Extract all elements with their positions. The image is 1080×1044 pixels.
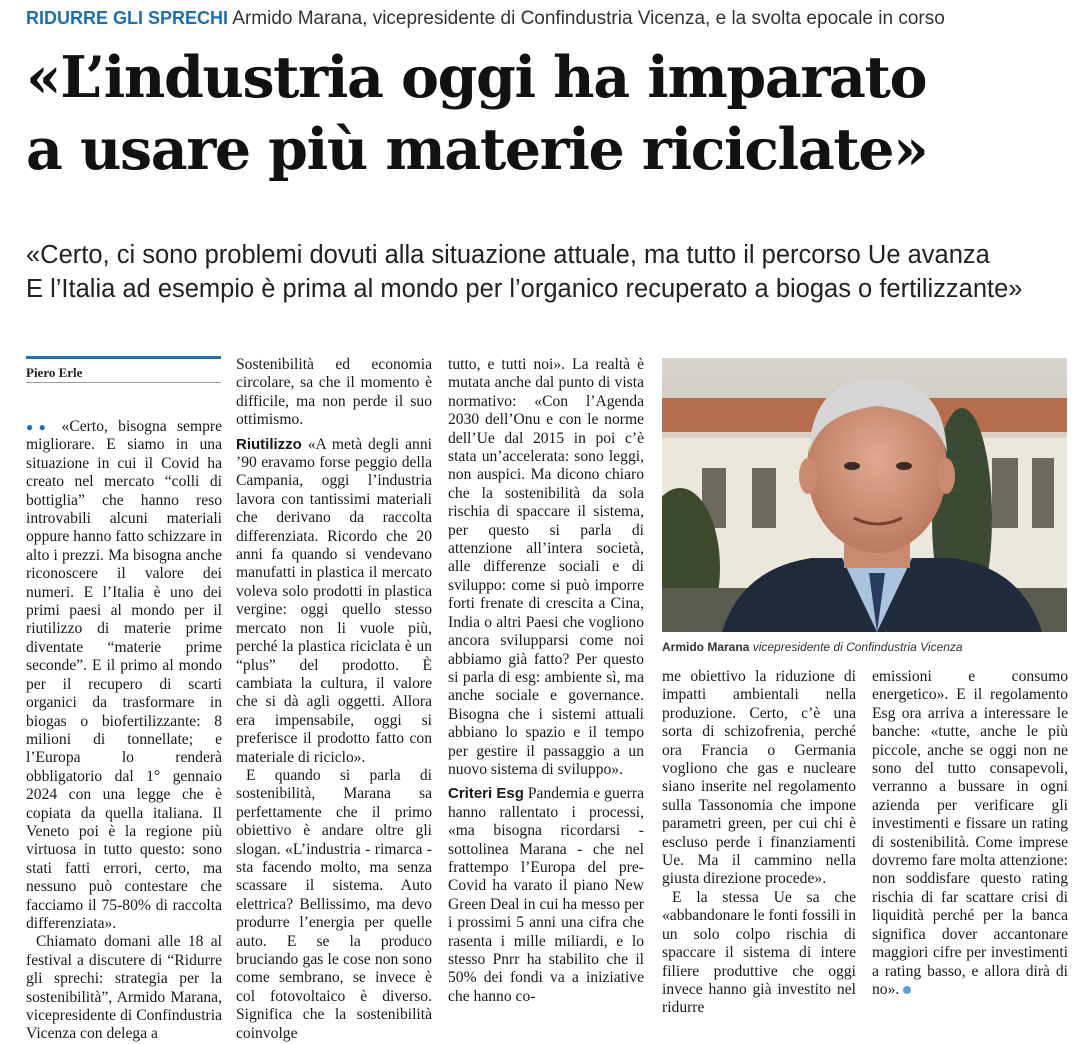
kicker-text: Armido Marana, vicepresidente di Confindustria Vicenza, e la svolta epocale in corso xyxy=(232,8,945,29)
subheadline xyxy=(26,238,1076,306)
paragraph-text: «Certo, bisogna sempre migliorare. E siamo in una situazione in cui il Covid ha creato nel mercato “colli di bottiglia” che hanno reso introvabili alcuni materiali oppure hanno fatto schizzare in alto i prezzi. Ma bisogna anche riconoscere il valore dei numeri. E l’Italia è uno dei primi paesi al mondo per il riutilizzo di materie prime diventate “materie prime seconde”. E il primo al mondo per il recupero di scarti organici da trasformare in biogas o biofertilizzante: 8 milioni di tonnellate; e l’Europa lo renderà obbligatorio dal 1° gennaio 2024 con una legge che è copiata da quella italiana. Il Veneto poi è la regione più virtuosa in tutto questo: sono stati fatti errori, certo, ma nessuno può contestare che facciamo il 75-80% di raccolta differenziata». xyxy=(26,418,222,932)
paragraph: me obiettivo la riduzione di impatti ambientali nella produzione. Certo, c’è una sorta di schizofrenia, perché ora Francia o Germania vogliono che gas e nucleare siano inserite nel regolamento sulla Tassonomia che impone parametri green, per cui chi è escluso perde i finanziamenti Ue. Ma il cammino nella giusta direzione procede». xyxy=(662,668,856,888)
end-mark-icon xyxy=(903,986,911,994)
paragraph xyxy=(872,668,1068,999)
paragraph: E quando si parla di sostenibilità, Marana sa perfettamente che il primo obiettivo è andare oltre gli slogan. «L’industria - rimarca - sta facendo molto, ma senza scassare il sistema. Auto elettrica? Bellissimo, ma devo produrre l’energia per quelle auto. E se la produco bruciando gas le cose non sono come sembrano, se invece è col fotovoltaico è diverso. Significa che la sostenibilità coinvolge xyxy=(236,766,432,1042)
lead-dots-icon: ●● xyxy=(26,420,52,434)
portrait-illustration xyxy=(662,358,1067,632)
column-4 xyxy=(662,668,856,1018)
byline: Piero Erle xyxy=(26,365,83,380)
paragraph xyxy=(236,436,432,767)
headline-line-2: a usare più materie riciclate» xyxy=(26,116,928,183)
column-5 xyxy=(872,668,1068,999)
paragraph: Sostenibilità ed economia circolare, sa che il momento è difficile, ma non perde il suo ottimismo. xyxy=(236,356,432,429)
paragraph: Chiamato domani alle 18 al festival a discutere di “Ridurre gli sprechi: strategia per la sostenibilità”, Armido Marana, vicepresidente di Confindustria Vicenza con delega a xyxy=(26,933,222,1043)
photo-caption xyxy=(662,640,1072,654)
portrait-photo xyxy=(662,358,1067,632)
paragraph xyxy=(26,418,222,933)
paragraph: E la stessa Ue sa che «abbandonare le fonti fossili in un solo colpo rischia di spaccare il sistema di intere filiere produttive che oggi invece hanno già investito nel ridurre xyxy=(662,888,857,1017)
paragraph-text: emissioni e consumo energetico». E il regolamento Esg ora arriva a interessare le banche: «tutte, anche le più piccole, anche se oggi non ne sono del tutto consapevoli, verranno a bussare in ogni azienda per verificare gli investimenti e fissare un rating di sostenibilità. Come imprese dovremo fare molta attenzione: non soddisfare questo rating rischia di far scattare crisi di liquidità perché per la banca significa dover accantonare maggiori cifre per investimenti a rating basso, e allora dirà di no». xyxy=(872,668,1068,998)
paragraph: tutto, e tutti noi». La realtà è mutata anche dal punto di vista normativo: «Con l’Agenda 2030 dell’Onu e con le norme dell’Ue dal 2015 in poi c’è stata un’accelerata: sono leggi, non auspici. Ma dicono chiaro che la sostenibilità da sola rischia di spaccare il sistema, per questo si parla di attenzione all’intera società, alle differenze sociali e di sviluppo: come si può imporre forti frenate di crescita a Cina, India o altri Paesi che vogliono ancora svilupparsi come noi abbiamo già fatto? Per questo si parla di esg: ambiente sì, ma anche sociale e governance. Bisogna che i sistemi attuali abbiano lo spazio e il tempo per gestire il passaggio a un nuovo sistema di sviluppo». xyxy=(448,356,644,778)
column-2 xyxy=(236,356,432,1043)
caption-text: vicepresidente di Confindustria Vicenza xyxy=(752,640,963,654)
kicker xyxy=(26,8,945,30)
paragraph xyxy=(448,785,644,1006)
byline-divider xyxy=(26,382,221,383)
section-heading: Riutilizzo xyxy=(236,435,302,453)
kicker-label: RIDURRE GLI SPRECHI xyxy=(26,8,229,28)
column-3 xyxy=(448,356,644,1006)
paragraph-text: «A metà degli anni ’90 eravamo forse peggio della Campania, oggi l’industria lavora con tantissimi materiali che derivano da raccolta differenziata. Ricordo che 20 anni fa quando si vendevano manufatti in plastica il mercato voleva solo prodotti in plastica vergine: oggi quello stesso mercato non li vuole più, perché la plastica riciclata è un “plus” del prodotto. È cambiata la cultura, il valore che si dà agli oggetti. Allora era impensabile, oggi si preferisce il prodotto fatto con materiale di riciclo». xyxy=(236,435,432,766)
byline-rule xyxy=(26,356,221,359)
caption-name: Armido Marana xyxy=(662,640,750,654)
subheadline-line-1: «Certo, ci sono problemi dovuti alla situazione attuale, ma tutto il percorso Ue avanza xyxy=(26,241,990,269)
headline-line-1: «L’industria oggi ha imparato xyxy=(26,44,927,111)
subheadline-line-2: E l’Italia ad esempio è prima al mondo per l’organico recuperato a biogas o fertilizzante» xyxy=(26,275,1023,303)
paragraph-text: Pandemia e guerra hanno rallentato i processi, «ma bisogna ricordarsi - sottolinea Marana - che nel frattempo l’Europa del pre-Covid ha varato il piano New Green Deal in cui ha messo per i prossimi 5 anni una cifra che rasenta i mille miliardi, e lo stesso Pnrr ha stabilito che il 50% dei fondi va a iniziative che hanno co- xyxy=(448,785,644,1005)
section-heading: Criteri Esg xyxy=(448,785,524,803)
column-1 xyxy=(26,418,222,1044)
headline xyxy=(26,42,1066,186)
